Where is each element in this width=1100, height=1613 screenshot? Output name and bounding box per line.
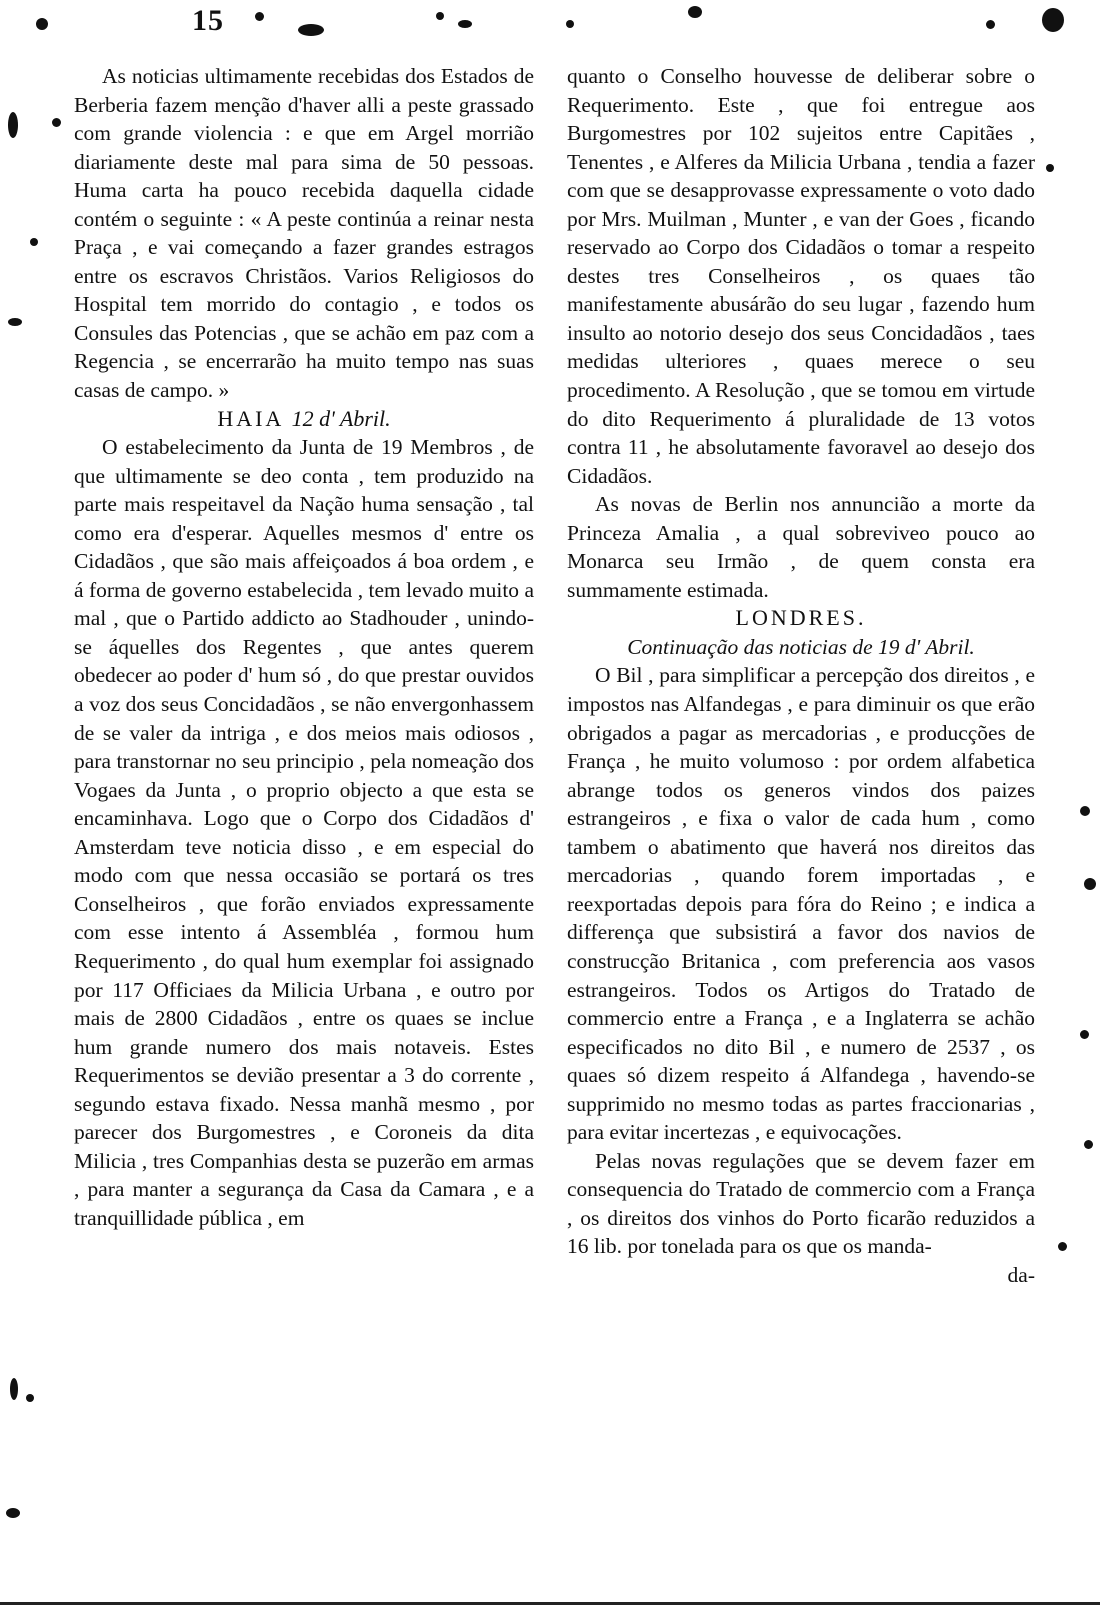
bottom-edge-rule [0,1602,1100,1605]
ink-speck [1046,164,1054,172]
article-berberia: As noticias ultimamente recebidas dos Estados de Berberia fazem menção d'haver alli a peste grassado com grande violencia : e que em Argel morrião diariamente deste mal para sima de 50 pessoas. Huma carta ha pouco recebida daquella cidade contém o seguinte : « A peste continúa a reinar nesta Praça , e vai começando a fazer grandes estragos entre os escravos Christãos. Varios Religiosos do Hospital tem morrido do contagio , e todos os Consules das Potencias , que se achão em paz com a Regencia , se encerrarão ha muito tempo nas suas casas de campo. » [74,64,534,403]
ink-speck [1084,1140,1093,1149]
dateline-londres: LONDRES. [735,605,867,631]
ink-speck [1058,1242,1067,1251]
ink-speck [52,118,61,127]
dateline-haia [74,405,534,434]
article-haia-continued: quanto o Conselho houvesse de deliberar sobre o Requerimento. Este , que foi entregue aos Burgomestres por 102 sujeitos entre Capitães , Tenentes , e Alferes da Milicia Urbana , tendia a fazer com que se desapprovasse expressamente o voto dado por Mrs. Muilman , Munter , e van der Goes , ficando reservado ao Corpo dos Cidadãos o tomar a respeito destes tres Conselheiros , os quaes tão manifestamente abusárão do seu lugar , fazendo hum insulto ao notorio desejo dos seus Concidadãos , taes medidas ulteriores , quaes merece o seu procedimento. A Resolução , que se tomou em virtude do dito Requerimento á pluralidade de 13 votos contra 11 , he absolutamente favoravel ao desejo dos Cidadãos. [567,64,1035,488]
ink-speck [436,12,444,20]
ink-speck [1080,806,1090,816]
ink-speck [566,20,574,28]
ink-speck [8,112,18,138]
ink-speck [458,20,472,28]
ink-speck [688,6,702,18]
right-column [567,62,1035,1290]
ink-speck [298,24,324,36]
catchword: da- [1007,1262,1035,1287]
article-londres-porto: Pelas novas regulações que se devem fazer em consequencia do Tratado de commercio com a França , os direitos dos vinhos do Porto ficarão reduzidos a 16 lib. por tonelada para os que os manda- [567,1148,1035,1259]
ink-speck [255,12,264,21]
left-column [74,62,534,1232]
ink-speck [1042,8,1064,32]
dateline-date: 12 d' Abril. [291,405,391,431]
ink-speck [1084,878,1096,890]
ink-speck [10,1378,18,1400]
ink-speck [26,1394,34,1402]
ink-speck [6,1508,20,1518]
page-number: 15 [192,4,224,37]
ink-speck [36,18,48,30]
ink-speck [1080,1030,1089,1039]
article-haia: O estabelecimento da Junta de 19 Membros , de que ultimamente se deo conta , tem produzido na parte mais respeitavel da Nação huma sensação , tal como era d'esperar. Aquelles mesmos d' entre os Cidadãos , que são mais affeiçoados á boa ordem , e á forma de governo estabelecida , tem levado muito a mal , que o Partido addicto ao Stadhouder , unindo-se áquelles dos Regentes , que antes querem obedecer ao poder d' hum só , do que prestar ouvidos a voz dos seus Concidadãos , se não envergonhassem de se valer da intriga , e dos meios mais odiosos , para transtornar no seu principio , pela nomeação dos Vogaes da Junta , o proprio objecto a que esta se encaminhava. Logo que o Corpo dos Cidadãos d' Amsterdam teve noticia disso , e em especial do modo com que nessa occasião se portará os tres Conselheiros , que forão enviados expressamente com esse intento á Assembléa , formou hum Requerimento , do qual hum exemplar foi assignado por 117 Officiaes da Milicia Urbana , e outro por mais de 2800 Cidadãos , entre os quaes se inclue hum grande numero dos mais notaveis. Estes Requerimentos se devião presentar a 3 do corrente , segundo estava fixado. Nessa manhã mesmo , por parecer dos Burgomestres , e Coroneis da dita Milicia , tres Companhias desta se puzerão em armas , para manter a segurança da Casa da Camara , e a tranquillidade pública , em [74,435,534,1230]
article-berlin: As novas de Berlin nos annuncião a morte da Princeza Amalia , a qual sobreviveo pouco ao Monarca seu Irmão , de quem consta era summamente estimada. [567,492,1035,602]
ink-speck [8,318,22,326]
ink-speck [986,20,995,29]
article-londres-bil: O Bil , para simplificar a percepção dos direitos , e impostos nas Alfandegas , e para diminuir os que erão obrigados a pagar as mercadorias , e producções de França , he muito volumoso : por ordem alfabetica abrange todos os generos vindos dos paizes estrangeiros , e fixa o valor de cada hum , como tambem o abatimento que haverá nos direitos das mercadorias , quando forem importadas , e reexportadas depois para fóra do Reino ; e indica a differença que subsistirá a favor dos navios de construcção Britanica , com preferencia aos vasos estrangeiros. Todos os Artigos do Tratado de commercio entre a França , e a Inglaterra se achão especificados no dito Bil , e numero de 2537 , os quaes só dizem respeito á Alfandega , havendo-se supprimido no mesmo todas as partes fraccionarias , para evitar incertezas , e equivocações. [567,663,1035,1145]
dateline-subheading: Continuação das noticias de 19 d' Abril. [627,634,975,659]
ink-speck [30,238,38,246]
dateline-city: HAIA [217,405,284,431]
